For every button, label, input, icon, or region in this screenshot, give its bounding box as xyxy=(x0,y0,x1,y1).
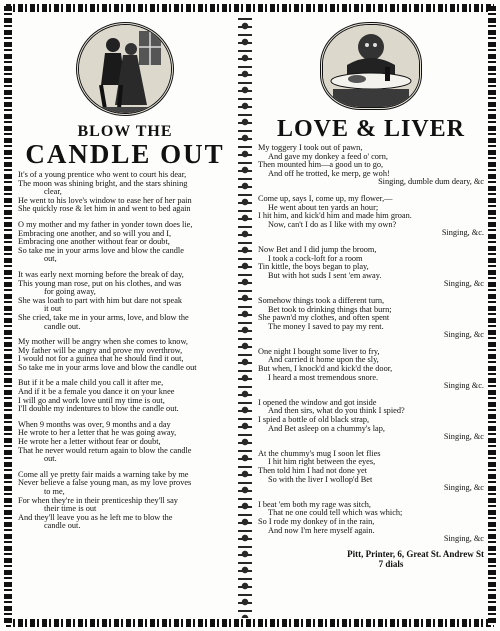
verse-line: Tin kittle, the boys began to play, xyxy=(258,262,369,272)
title-line-1: BLOW THE xyxy=(77,123,173,140)
verse-line: I hit him right between the eyes, xyxy=(268,457,376,467)
verse-line: But if it be a male child you call it after me, xyxy=(18,378,164,388)
verse-line: He went about ten yards an hour; xyxy=(268,202,379,212)
verse-line: Come all ye pretty fair maids a warning take by me xyxy=(18,469,189,479)
verse-line: Embracing one another, and so will you and I, xyxy=(18,228,172,238)
verse-line: Singing, &c xyxy=(443,483,484,493)
verse-line: to me, xyxy=(44,487,65,496)
verse-line: This young man rose, put on his clothes, and was xyxy=(18,278,182,288)
verse-line: So take me in your arms love and blow the candle out xyxy=(18,362,197,372)
verse-line: Singing, &c xyxy=(443,330,484,340)
stanza xyxy=(18,338,232,372)
verse-line: Singing &c. xyxy=(443,381,484,391)
verse-line: My toggery I took out of pawn, xyxy=(258,143,363,152)
left-verses xyxy=(18,171,232,531)
left-border xyxy=(4,6,12,625)
verse-line: I opened the window and got inside xyxy=(258,397,377,407)
stanza xyxy=(258,501,484,544)
title: LOVE & LIVER xyxy=(276,116,466,142)
verse-line: But with hot suds I sent 'em away. xyxy=(268,270,382,280)
verse-line: out. xyxy=(44,454,57,464)
verse-line: Somehow things took a different turn, xyxy=(258,295,385,305)
verse-line: So I rode my donkey of in the rain, xyxy=(258,516,375,526)
verse-line: And carried it home upon the sly, xyxy=(268,355,379,365)
stanza xyxy=(258,348,484,391)
verse-line: She quickly rose & let him in and went to bed again xyxy=(18,204,191,214)
verse-line: He wrote to her a letter that he was going away, xyxy=(18,428,177,438)
verse-line: Bet took to drinking things that burn; xyxy=(268,304,392,314)
verse-line: So take me in your arms love and blow the candle xyxy=(18,245,184,255)
verse-line: their time is out xyxy=(44,504,97,514)
stanza xyxy=(258,297,484,340)
verse-line: I beat 'em both my rage was sitch, xyxy=(258,499,372,509)
verse-line: Then told him I had not done yet xyxy=(258,466,367,475)
stanza xyxy=(18,379,232,413)
stanza xyxy=(258,195,484,238)
verse-line: That he never would return again to blow the candle xyxy=(18,445,192,455)
title-line-2: CANDLE OUT xyxy=(25,139,225,169)
verse-line: And they'll leave you as he left me to blow the xyxy=(18,512,173,522)
stanza xyxy=(258,399,484,442)
bottom-border xyxy=(6,619,494,627)
verse-line: He went to his love's window to ease her of her pain xyxy=(18,195,192,205)
verse-line: Then mounted him—a good un to go, xyxy=(258,160,384,170)
verse-line: Come up, says I, come up, my flower,— xyxy=(258,193,393,203)
right-ballad xyxy=(258,16,484,569)
printer-imprint: Pitt, Printer, 6, Great St. Andrew St xyxy=(347,548,484,559)
verse-line: I will go and work love until my time is out, xyxy=(18,395,165,405)
right-verses xyxy=(258,144,484,544)
stanza xyxy=(258,144,484,187)
left-ballad xyxy=(18,16,232,531)
verse-line: So with the liver I wollop'd Bet xyxy=(268,474,373,484)
verse-line: clear, xyxy=(44,187,62,197)
verse-line: One night I bought some liver to fry, xyxy=(258,346,380,356)
verse-line: I hit him, and kick'd him and made him groan. xyxy=(258,211,412,221)
verse-line: out, xyxy=(44,254,57,264)
verse-line: She cried, take me in your arms, love, and blow the xyxy=(18,312,189,322)
top-border xyxy=(6,4,494,12)
stanza xyxy=(258,450,484,493)
verse-line: And if it be a female you dance it on your knee xyxy=(18,387,175,397)
stanza xyxy=(18,171,232,214)
verse-line: I spied a bottle of old black strap, xyxy=(258,415,370,425)
column-divider xyxy=(238,18,252,618)
verse-line: I took a cock-loft for a room xyxy=(268,253,363,263)
stanza xyxy=(18,221,232,264)
stanza xyxy=(18,271,232,331)
verse-line: And Bet asleep on a chummy's lap, xyxy=(268,423,385,433)
printer-location: 7 dials xyxy=(378,558,404,569)
verse-line: It was early next morning before the break of day, xyxy=(18,269,184,279)
verse-line: Singing, dumble dum deary, &c xyxy=(378,177,484,187)
verse-line: O my mother and my father in yonder town does lie, xyxy=(18,219,193,229)
verse-line: The money I saved to pay my rent. xyxy=(268,321,384,331)
verse-line: Singing, &c xyxy=(443,534,484,544)
stanza xyxy=(18,421,232,464)
couple-woodcut-illustration xyxy=(76,22,174,116)
stanza xyxy=(18,471,232,531)
verse-line: She pawn'd my clothes, and often spent xyxy=(258,313,390,323)
verse-line: My father will be angry and prove my overthrow, xyxy=(18,345,183,355)
verse-line: My mother will be angry when she comes to know, xyxy=(18,337,188,347)
verse-line: When 9 months was over, 9 months and a day xyxy=(18,419,171,429)
verse-line: it out xyxy=(44,304,62,314)
verse-line: for going away, xyxy=(44,287,96,297)
verse-line: Now, can't I do as I like with my own? xyxy=(268,219,397,229)
verse-line: That ne one could tell which was which; xyxy=(268,508,403,518)
verse-line: Now Bet and I did jump the broom, xyxy=(258,244,377,254)
verse-line: He wrote her a letter without fear or doubt, xyxy=(18,437,161,447)
verse-line: It's of a young prentice who went to court his dear, xyxy=(18,170,187,179)
verse-line: Singing, &c. xyxy=(441,228,484,238)
verse-line: The moon was shining bright, and the stars shining xyxy=(18,178,188,188)
verse-line: But when, I knock'd and kick'd the door, xyxy=(258,364,393,374)
verse-line: For when they're in their prenticeship they'll say xyxy=(18,495,178,505)
verse-line: And off he trotted, ke merp, ge woh! xyxy=(268,168,390,178)
verse-line: I'll double my indentures to blow the candle out. xyxy=(18,404,179,414)
verse-line: candle out. xyxy=(44,521,81,531)
verse-line: Embracing one another without fear or doubt, xyxy=(18,237,170,247)
verse-line: Singing, &c xyxy=(443,279,484,289)
verse-line: And now I'm here myself again. xyxy=(268,525,375,535)
verse-line: And then sirs, what do you think I spied? xyxy=(268,406,405,416)
feast-woodcut-illustration xyxy=(320,22,422,110)
verse-line: Never believe a false young man, as my love proves xyxy=(18,478,192,488)
verse-line: I heard a most tremendous snore. xyxy=(268,372,379,382)
verse-line: She was loath to part with him but dare not speak xyxy=(18,295,183,305)
verse-line: Singing, &c xyxy=(443,432,484,442)
verse-line: candle out. xyxy=(44,321,81,331)
right-border xyxy=(488,6,496,625)
stanza xyxy=(258,246,484,289)
verse-line: And gave my donkey a feed o' corn, xyxy=(268,151,388,161)
verse-line: I would not for a guinea that he should find it out, xyxy=(18,354,184,364)
verse-line: At the chummy's mug I soon let flies xyxy=(258,448,381,458)
